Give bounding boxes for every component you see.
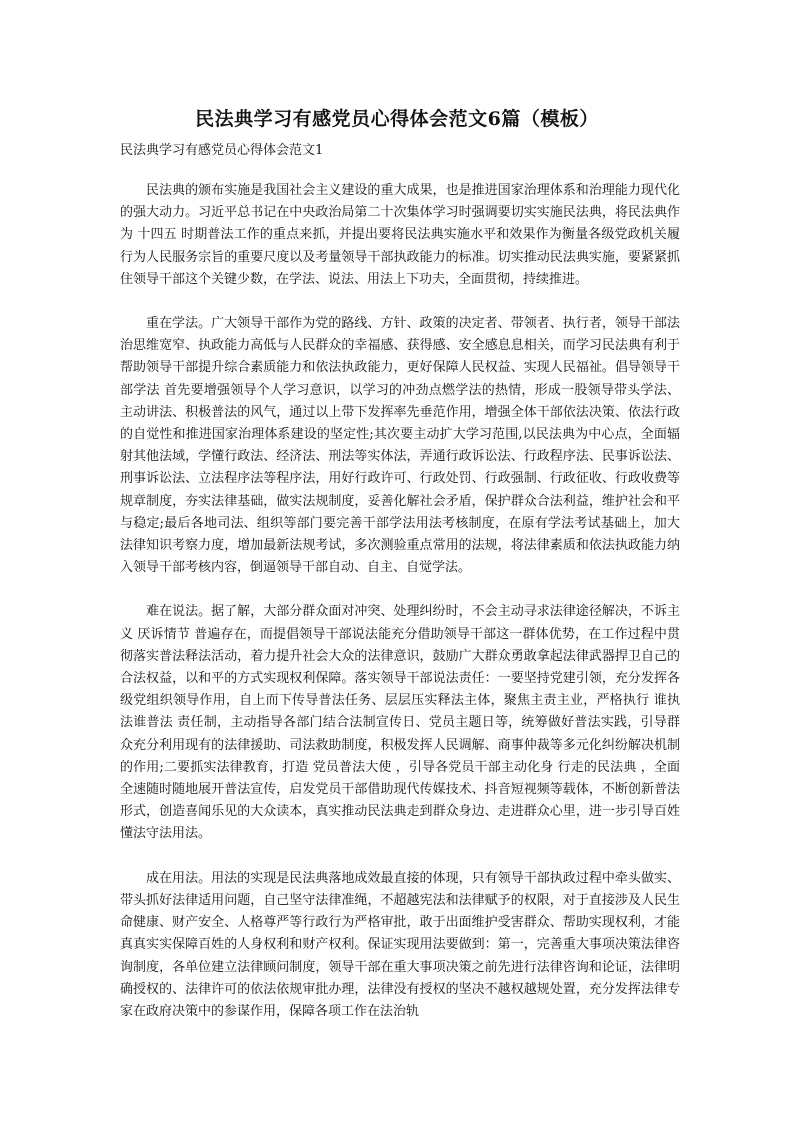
- paragraph-intro: 民法典的颁布实施是我国社会主义建设的重大成果，也是推进国家治理体系和治理能力现代化的强大动力。习近平总书记在中央政治局第二十次集体学习时强调要切实实施民法典，将民法典作为 十四五 时期普法工作的重点来抓，并提出要将民法典实施水平和效果作为衡量各级党政机关履行为人民服务宗旨的重要尺度以及考量领导干部执政能力的标准。切实推动民法典实施，要紧紧抓住领导干部这个关键少数，在学法、说法、用法上下功夫，全面贯彻，持续推进。: [120, 183, 680, 287]
- document-body: [120, 180, 680, 1045]
- paragraph-study-law: 重在学法。广大领导干部作为党的路线、方针、政策的决定者、带领者、执行者，领导干部法治思维宽窄、执政能力高低与人民群众的幸福感、获得感、安全感息息相关，而学习民法典有利于帮助领导干部提升综合素质能力和依法执政能力，更好保障人民权益、实现人民福祉。倡导领导干部学法 首先要增强领导个人学习意识，以学习的冲劲点燃学法的热情，形成一股领导带头学法、主动讲法、积极普法的风气，通过以上带下发挥率先垂范作用，增强全体干部依法决策、依法行政的自觉性和推进国家治理体系建设的坚定性;其次要主动扩大学习范围,以民法典为中心点，全面辐射其他法域，学懂行政法、经济法、刑法等实体法，弄通行政诉讼法、行政程序法、民事诉讼法、刑事诉讼法、立法程序法等程序法，用好行政许可、行政处罚、行政强制、行政征收、行政收费等规章制度，夯实法律基础，做实法规制度，妥善化解社会矛盾，保护群众合法利益，维护社会和平与稳定;最后各地司法、组织等部门要完善干部学法用法考核制度，在原有学法考试基础上，加大法律知识考察力度，增加最新法规考试，多次测验重点常用的法规，将法律素质和依法执政能力纳入领导干部考核内容，倒逼领导干部自动、自主、自觉学法。: [120, 316, 680, 576]
- paragraph-explain-law: 难在说法。据了解，大部分群众面对冲突、处理纠纷时，不会主动寻求法律途径解决，不诉主义 厌诉情节 普遍存在，而提倡领导干部说法能充分借助领导干部这一群体优势，在工作过程中贯彻落实普法释法活动，着力提升社会大众的法律意识，鼓励广大群众勇敢拿起法律武器捍卫自己的合法权益，以和平的方式实现权利保障。落实领导干部说法责任：一要坚持党建引领，充分发挥各级党组织领导作用，自上而下传导普法任务、层层压实释法主体，聚焦主责主业，严格执行 谁执法谁普法 责任制，主动指导各部门结合法制宣传日、党员主题日等，统筹做好普法实践，引导群众充分利用现有的法律援助、司法救助制度，积极发挥人民调解、商事仲裁等多元化纠纷解决机制的作用;二要抓实法律教育，打造 党员普法大使 ，引导各党员干部主动化身 行走的民法典 ，全面全速随时随地展开普法宣传，启发党员干部借助现代传媒技术、抖音短视频等载体，不断创新普法形式，创造喜闻乐见的大众读本，真实推动民法典走到群众身边、走进群众心里，进一步引导百姓懂法守法用法。: [120, 604, 680, 842]
- document-subtitle: 民法典学习有感党员心得体会范文1: [120, 143, 324, 158]
- paragraph-apply-law: 成在用法。用法的实现是民法典落地成效最直接的体现，只有领导干部执政过程中牵头做实、带头抓好法律适用问题，自己坚守法律准绳，不超越宪法和法律赋予的权限，对于直接涉及人民生命健康、财产安全、人格尊严等行政行为严格审批，敢于出面维护受害群众、帮助实现权利，才能真真实实保障百姓的人身权利和财产权利。保证实现用法要做到：第一，完善重大事项决策法律咨询制度，各单位建立法律顾问制度，领导干部在重大事项决策之前先进行法律咨询和论证，法律明确授权的、法律许可的依法依规审批办理，法律没有授权的坚决不越权越规处置，充分发挥法律专家在政府决策中的参谋作用，保障各项工作在法治轨: [120, 870, 680, 1019]
- document-title: 民法典学习有感党员心得体会范文6篇（模板）: [195, 108, 599, 130]
